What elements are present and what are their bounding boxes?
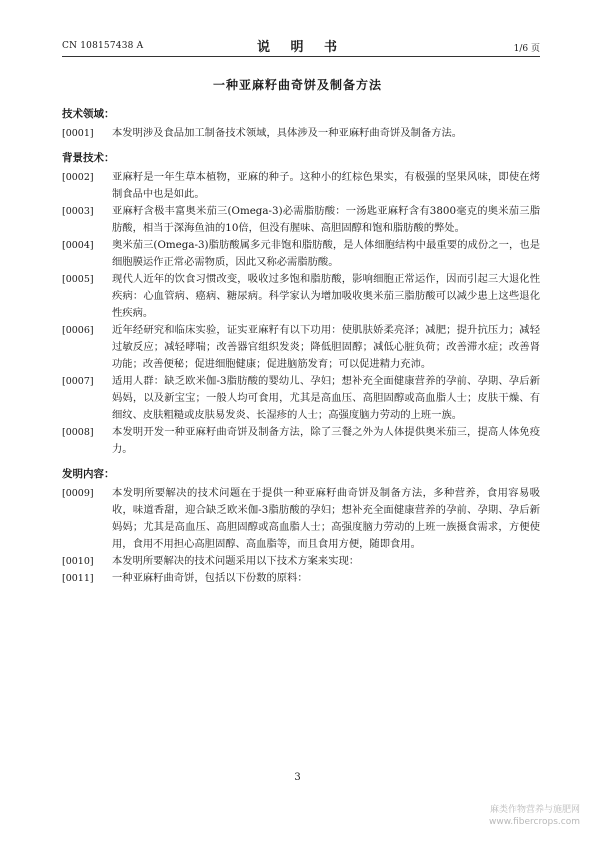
paragraph-text: 一种亚麻籽曲奇饼，包括以下份数的原料： <box>112 572 308 584</box>
paragraph <box>62 322 540 373</box>
section-heading: 发明内容： <box>62 468 115 480</box>
watermark <box>430 804 580 828</box>
paragraph <box>62 424 540 458</box>
page-indicator: 1/6 页 <box>513 44 540 54</box>
section-heading: 背景技术： <box>62 152 115 164</box>
header-title: 说 明 书 <box>256 40 346 55</box>
paragraph-text: 奥米茄三(Omega-3)脂肪酸属多元非饱和脂肪酸，是人体细胞结构中最重要的成份之一，也是细胞膜运作正常必需物质，因此又称必需脂肪酸。 <box>112 239 540 268</box>
watermark-text: 麻类作物营养与施肥网 <box>489 805 580 815</box>
paragraph <box>62 485 540 553</box>
paragraph-text: 本发明所要解决的技术问题采用以下技术方案来实现： <box>112 555 360 567</box>
paragraph-number: [0007] <box>62 376 94 387</box>
paragraph-number: [0011] <box>62 573 94 584</box>
paragraph <box>62 373 540 424</box>
paragraph <box>62 553 540 570</box>
paragraph-number: [0004] <box>62 240 94 251</box>
watermark-url: www.fibercrops.com <box>489 817 580 827</box>
page-number: 3 <box>294 772 301 783</box>
paragraph <box>62 125 540 142</box>
paragraph-number: [0001] <box>62 128 94 139</box>
paragraph <box>62 237 540 271</box>
paragraph <box>62 203 540 237</box>
paragraph-text: 亚麻籽含极丰富奥米茄三(Omega-3)必需脂肪酸：一汤匙亚麻籽含有3800毫克的奥米茄三脂肪酸，相当于深海鱼油的10倍，但没有腥味、高胆固醇和饱和脂肪酸的弊处。 <box>112 205 540 234</box>
document-body <box>62 106 540 587</box>
paragraph <box>62 570 540 587</box>
section-heading: 技术领域： <box>62 108 115 120</box>
paragraph-number: [0005] <box>62 274 94 285</box>
page-header <box>62 36 540 56</box>
paragraph-number: [0009] <box>62 488 94 499</box>
paragraph-text: 本发明开发一种亚麻籽曲奇饼及制备方法，除了三餐之外为人体提供奥米茄三，提高人体免疫力。 <box>112 426 540 455</box>
paragraph-text: 适用人群：缺乏欧米伽-3脂肪酸的婴幼儿、孕妇；想补充全面健康营养的孕前、孕期、孕后新妈妈，以及新宝宝；一般人均可食用，尤其是高血压、高胆固醇或高血脂人士；皮肤干燥、有细纹、皮肤粗糙或皮肤易发炎、长湿疹的人士；高强度脑力劳动的上班一族。 <box>112 375 540 421</box>
paragraph-number: [0006] <box>62 325 94 336</box>
paragraph-number: [0003] <box>62 206 94 217</box>
paragraph-number: [0010] <box>62 556 94 567</box>
header-divider <box>62 56 540 57</box>
paragraph <box>62 169 540 203</box>
paragraph-text: 本发明涉及食品加工制备技术领域，具体涉及一种亚麻籽曲奇饼及制备方法。 <box>112 127 463 139</box>
paragraph-number: [0008] <box>62 427 94 438</box>
paragraph-text: 本发明所要解决的技术问题在于提供一种亚麻籽曲奇饼及制备方法，多种营养，食用容易吸收，味道香甜，迎合缺乏欧米伽-3脂肪酸的孕妇；想补充全面健康营养的孕前、孕期、孕后新妈妈；尤其是高血压、高胆固醇或高血脂人士；高强度脑力劳动的上班一族摄食需求，方便使用，食用不用担心高胆固醇、高血脂等，而且食用方便，随即食用。 <box>112 487 540 550</box>
paragraph-text: 现代人近年的饮食习惯改变，吸收过多饱和脂肪酸，影响细胞正常运作，因而引起三大退化性疾病：心血管病、癌病、糖尿病。科学家认为增加吸收奥米茄三脂肪酸可以减少患上这些退化性疾病。 <box>112 273 540 319</box>
paragraph-text: 亚麻籽是一年生草本植物，亚麻的种子。这种小的红棕色果实，有极强的坚果风味，即使在烤制食品中也是如此。 <box>112 171 540 200</box>
paragraph <box>62 271 540 322</box>
document-number: CN 108157438 A <box>62 41 144 51</box>
paragraph-number: [0002] <box>62 172 94 183</box>
document-title: 一种亚麻籽曲奇饼及制备方法 <box>212 78 382 92</box>
paragraph-text: 近年经研究和临床实验，证实亚麻籽有以下功用：使肌肤娇柔亮泽；减肥；提升抗压力；减轻过敏反应；减轻哮喘；改善器官组织发炎；降低胆固醇；减低心脏负荷；改善滞水症；改善肾功能；改善便秘；促进细胞健康；促进脑筋发育；可以促进精力充沛。 <box>112 324 540 370</box>
